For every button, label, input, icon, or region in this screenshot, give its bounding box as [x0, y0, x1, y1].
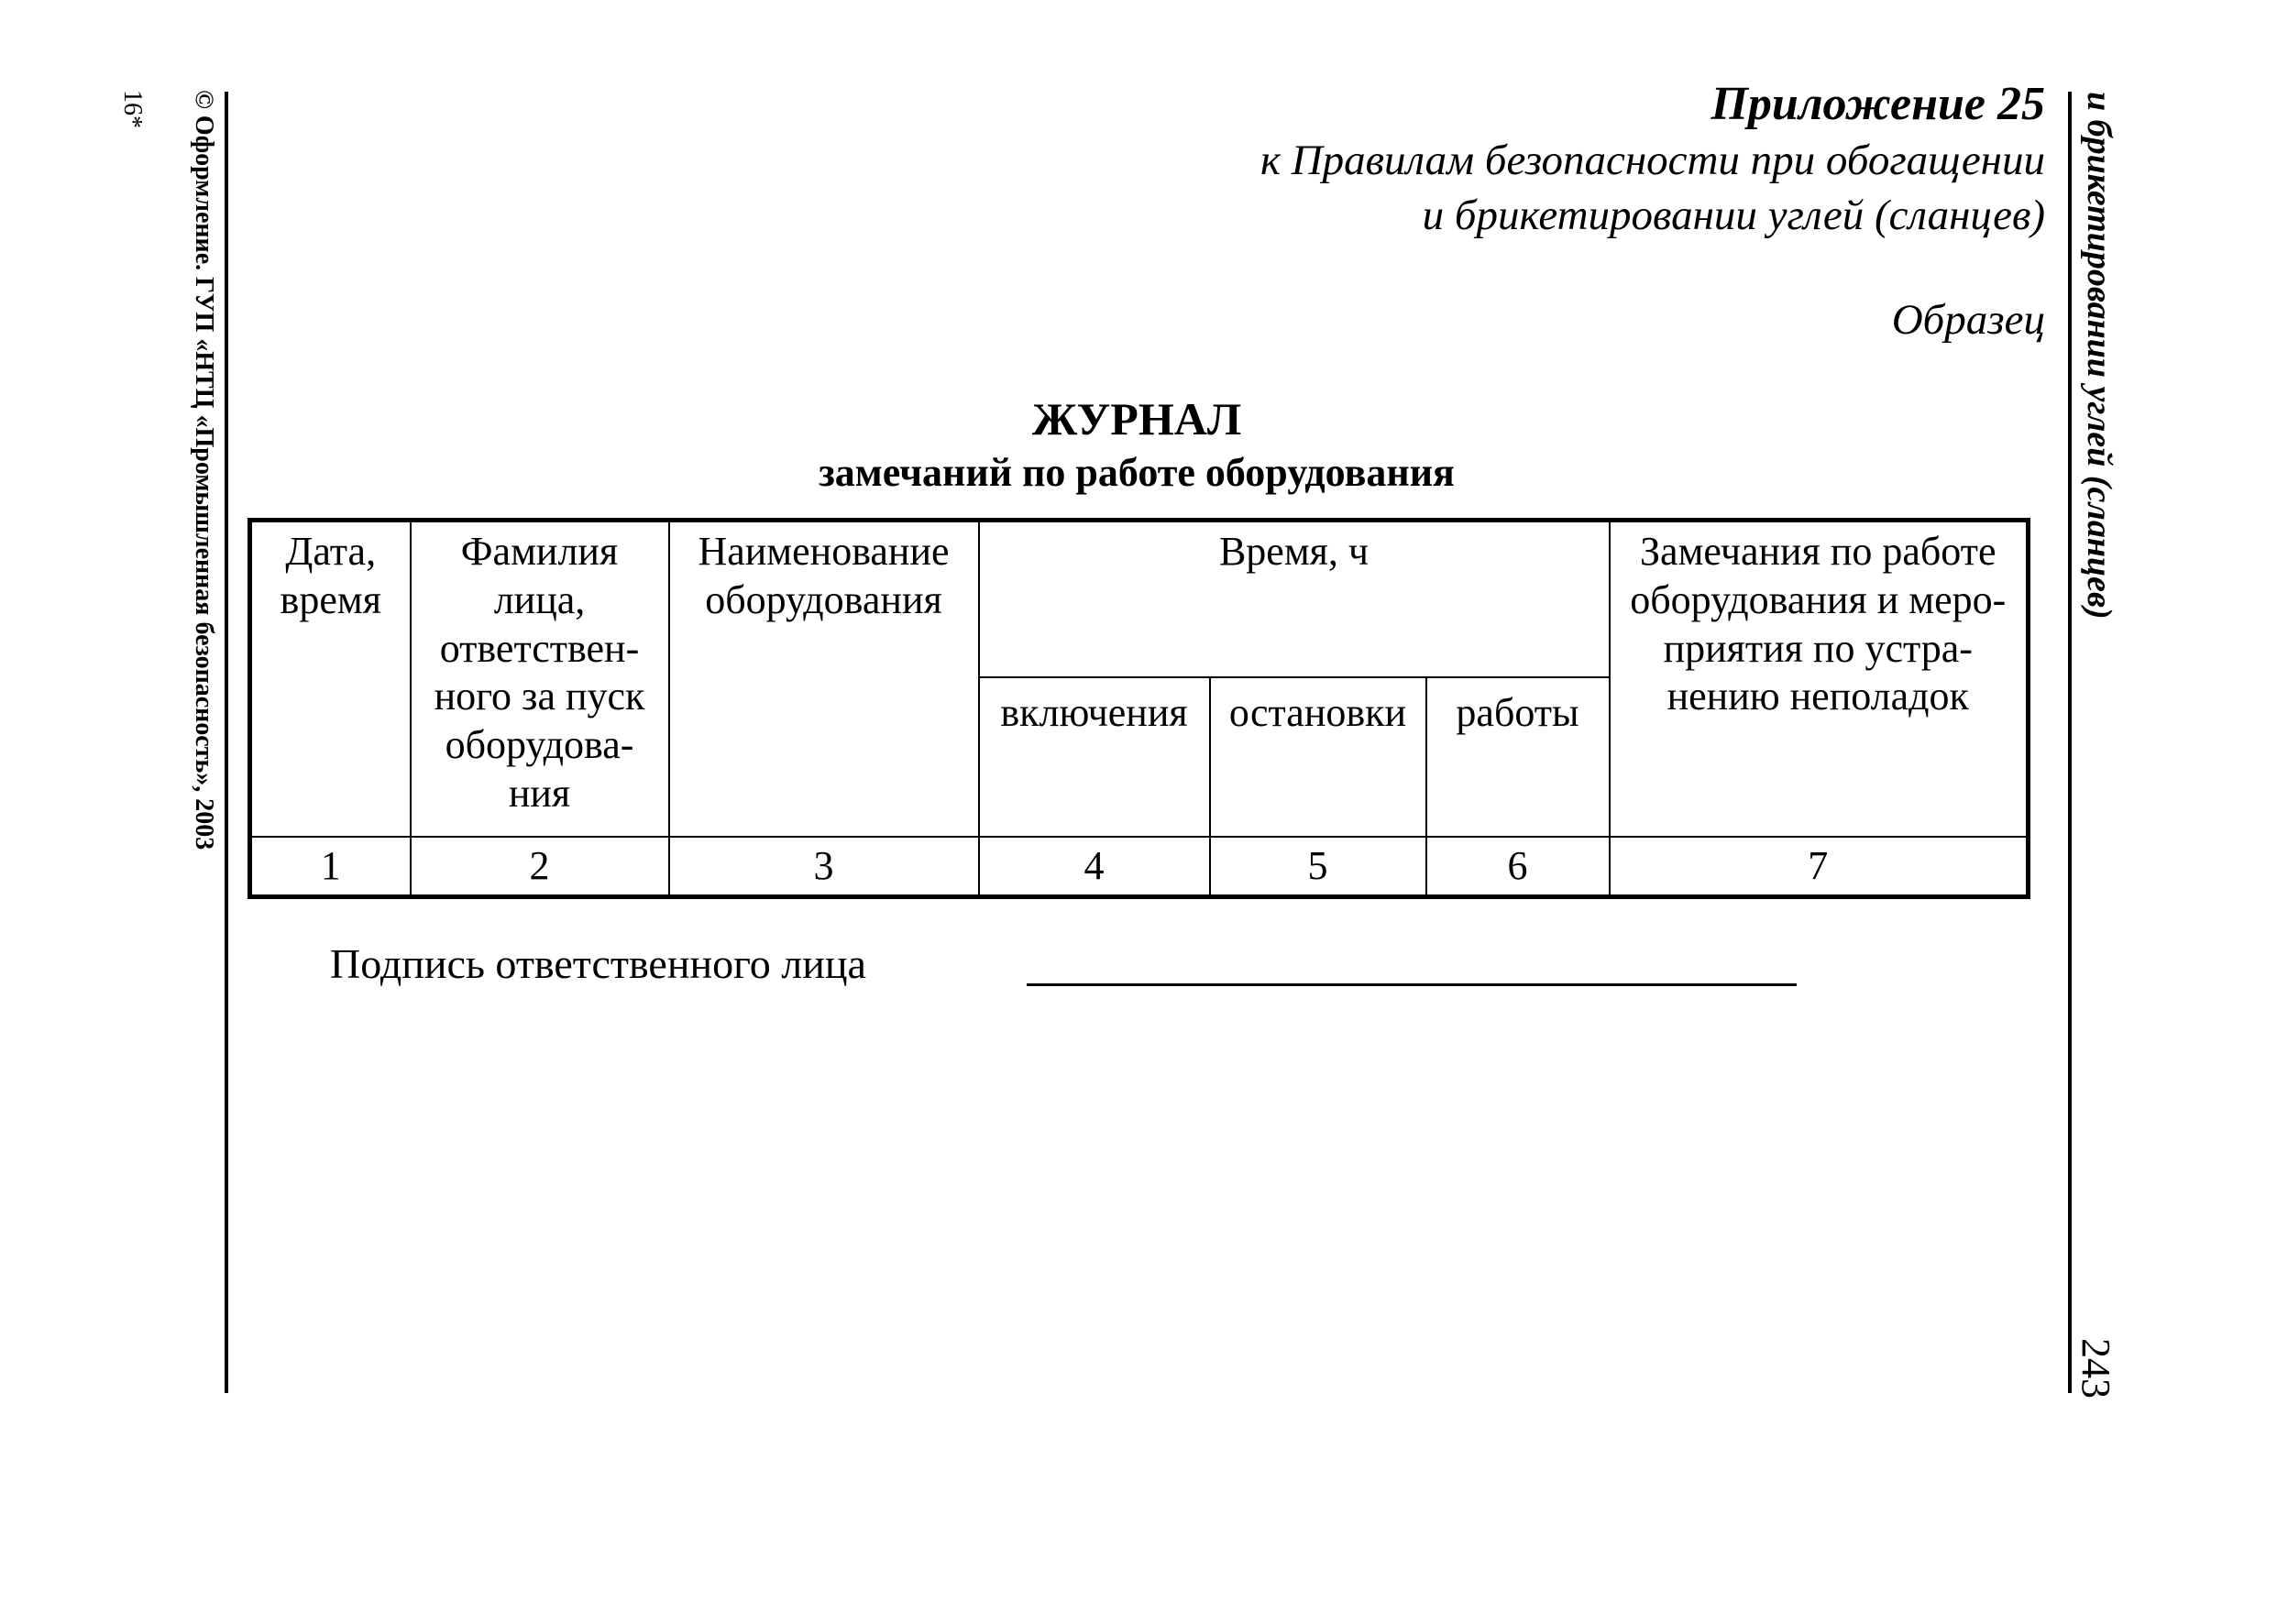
column-number: 7 — [1610, 837, 2029, 897]
appendix-title: Приложение 25 — [1710, 78, 2045, 130]
column-number: 2 — [411, 837, 669, 897]
left-margin-rule — [225, 92, 228, 1393]
header-date: Дата, время — [250, 521, 411, 838]
header-switch-on: включения — [979, 677, 1210, 837]
sheet-mark: 16* — [118, 90, 147, 128]
journal-table — [248, 518, 2030, 899]
table-column-numbers-row — [250, 837, 2029, 897]
sample-label: Образец — [1891, 296, 2045, 344]
appendix-subtitle-line-2: и брикетировании углей (сланцев) — [1422, 192, 2045, 239]
right-margin-rule — [2068, 92, 2072, 1393]
column-number: 5 — [1210, 837, 1426, 897]
journal-subtitle: замечаний по работе оборудования — [819, 450, 1455, 495]
header-operation: работы — [1426, 677, 1610, 837]
column-number: 6 — [1426, 837, 1610, 897]
column-number: 4 — [979, 837, 1210, 897]
header-responsible-person: Фамилия лица, ответствен-ного за пуск оборудова-ния — [411, 521, 669, 838]
copyright-note: © Оформление. ГУП «НТЦ «Промышленная безопасность», 2003 — [190, 90, 218, 850]
table-header-row — [250, 521, 2029, 678]
appendix-subtitle-line-1: к Правилам безопасности при обогащении — [1260, 137, 2045, 184]
column-number: 3 — [669, 837, 979, 897]
signature-line — [1027, 983, 1797, 986]
header-time-group: Время, ч — [979, 521, 1610, 678]
column-number: 1 — [250, 837, 411, 897]
header-remarks: Замечания по работе оборудования и меро-приятия по устра-нению неполадок — [1610, 521, 2029, 838]
page-number: 243 — [2074, 1338, 2118, 1399]
running-title: и брикетировании углей (сланцев) — [2080, 92, 2118, 620]
header-stop: остановки — [1210, 677, 1426, 837]
header-equipment-name: Наименование оборудования — [669, 521, 979, 838]
signature-label: Подпись ответственного лица — [330, 940, 866, 987]
journal-title: ЖУРНАЛ — [1031, 393, 1242, 444]
